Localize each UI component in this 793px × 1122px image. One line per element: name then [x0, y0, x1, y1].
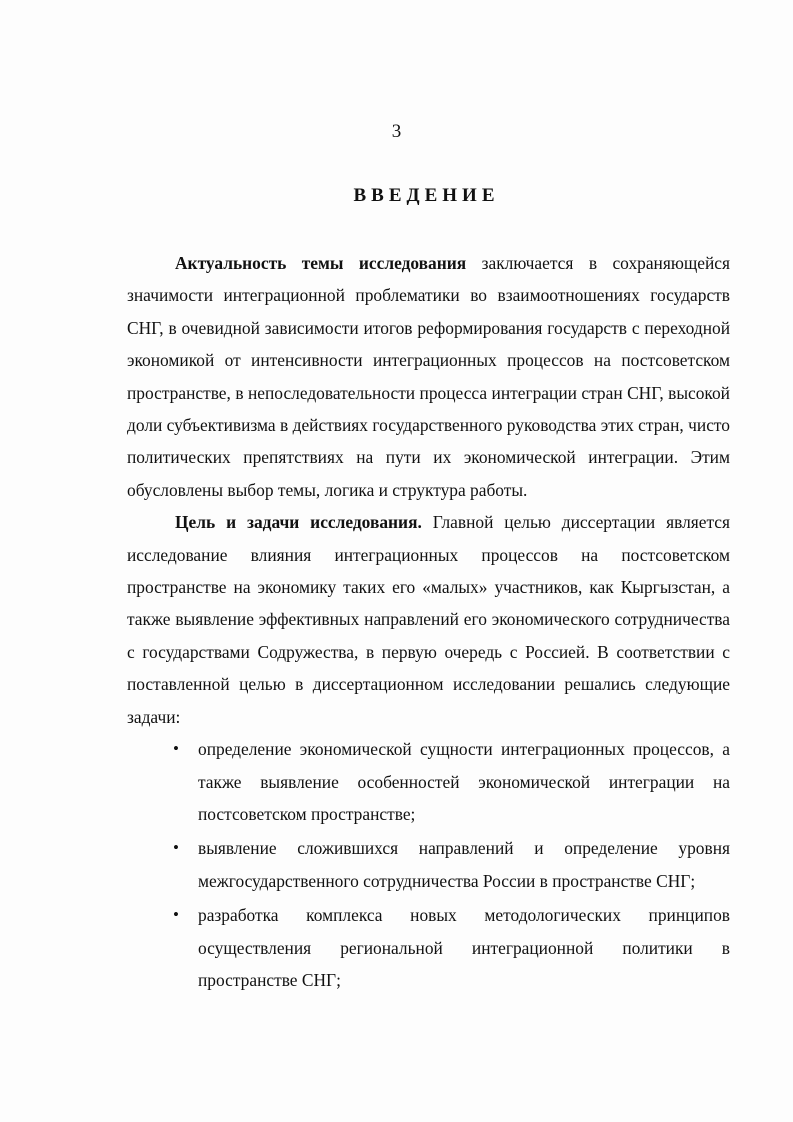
paragraph-relevance: [127, 247, 730, 506]
body-text: [127, 247, 730, 998]
list-item: [127, 899, 730, 996]
bullet-icon: •: [173, 838, 179, 858]
paragraph-relevance-lead: Актуальность темы исследования: [175, 253, 467, 273]
tasks-list: [127, 733, 730, 996]
bullet-icon: •: [173, 739, 179, 759]
paragraph-goals-text: Главной целью диссертации является исследование влияния интеграционных процессов на постсоветском пространстве на экономику таких его «малых» участников, как Кыргызстан, а также выявление эффективных направлений его экономического сотрудничества с государствами Содружества, в первую очередь с Россией. В соответствии с поставленной целью в диссертационном исследовании решались следующие задачи:: [127, 512, 730, 727]
section-heading: ВВЕДЕНИЕ: [353, 185, 500, 206]
paragraph-goals-lead: Цель и задачи исследования.: [175, 512, 422, 533]
paragraph-relevance-text: заключается в сохраняющейся значимости интеграционной проблематики во взаимоотношениях государств СНГ, в очевидной зависимости итогов реформирования государств с переходной экономикой от интенсивности интеграционных процессов на постсоветском пространстве, в непоследовательности процесса интеграции стран СНГ, высокой доли субъективизма в действиях государственного руководства этих стран, чисто политических препятствиях на пути их экономической интеграции. Этим обусловлены выбор темы, логика и структура работы.: [127, 253, 730, 500]
list-item: [127, 832, 730, 897]
bullet-icon: •: [173, 905, 179, 925]
page-number: 3: [391, 121, 402, 142]
list-item-text: определение экономической сущности интеграционных процессов, а также выявление особенностей экономической интеграции на постсоветском пространстве;: [198, 739, 730, 824]
paragraph-goals: [127, 506, 730, 733]
list-item-text: выявление сложившихся направлений и определение уровня межгосударственного сотрудничества России в пространстве СНГ;: [198, 838, 730, 891]
list-item: [127, 733, 730, 830]
list-item-text: разработка комплекса новых методологических принципов осуществления региональной интеграционной политики в пространстве СНГ;: [198, 905, 730, 990]
